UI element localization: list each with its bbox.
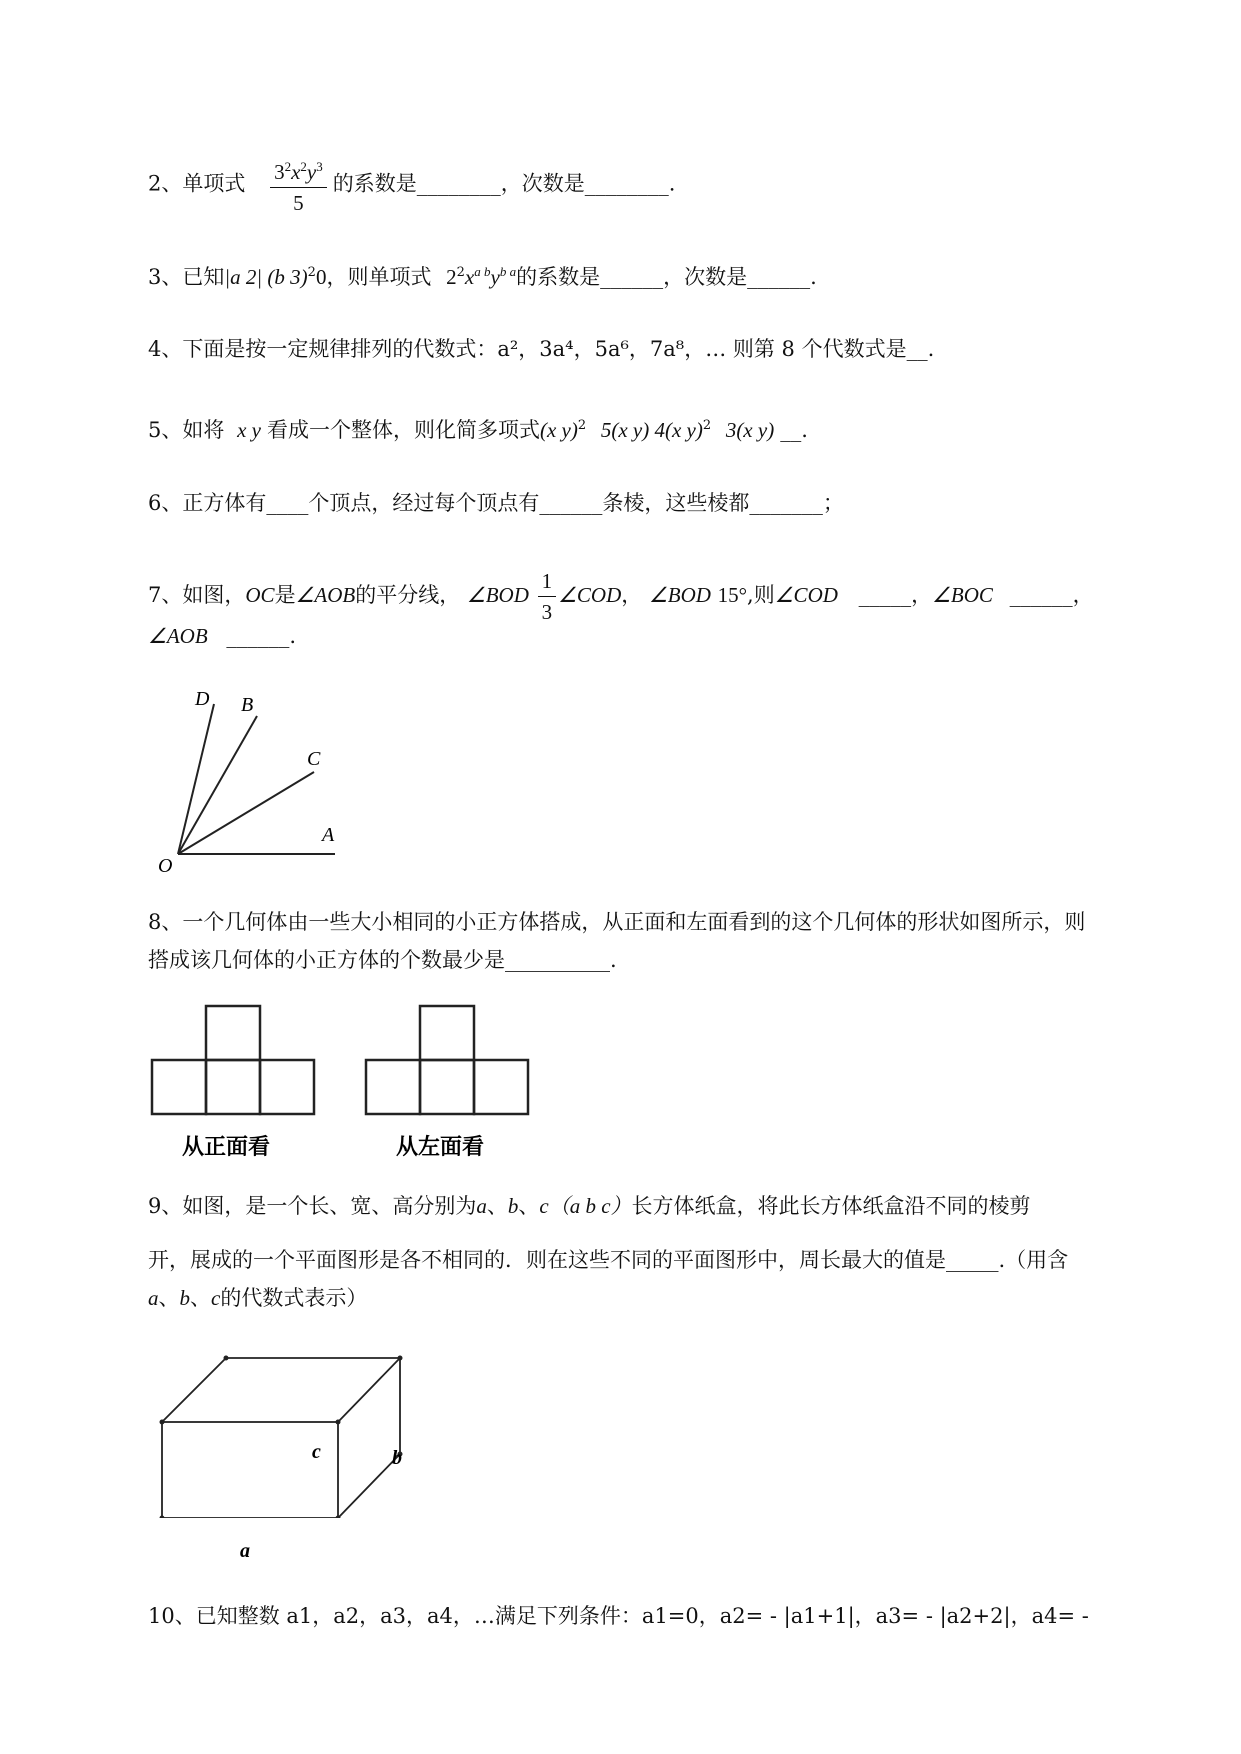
- q5-blank-answer[interactable]: __: [780, 418, 802, 442]
- ray-od: [178, 704, 214, 854]
- q2-end: .: [668, 171, 676, 196]
- q2-numerator: $3^2x^2y^3$: [270, 152, 327, 188]
- question-4: 4、下面是按一定规律排列的代数式：a²，3a⁴，5a⁶，7a⁸，… 则第 8 个代数式是__.: [148, 337, 935, 361]
- q7-blank-aob[interactable]: ______: [226, 624, 290, 648]
- q7-comma-2: ，: [911, 583, 933, 607]
- label-c: C: [307, 748, 321, 770]
- label-a: a: [240, 1540, 250, 1562]
- q5-exp-b: 2: [577, 418, 587, 433]
- question-7: [148, 566, 1094, 627]
- q9-var-a: a: [476, 1194, 487, 1218]
- q5-text-a: 如将: [182, 418, 225, 442]
- q3-condition: |a 2| (b 3): [224, 265, 308, 289]
- q3-mono-coeff-exp: 2: [456, 265, 465, 280]
- q5-exp-c: 2: [702, 418, 712, 433]
- label-o: O: [158, 855, 173, 877]
- left-view: [366, 1006, 528, 1114]
- front-view-label: 从正面看: [182, 1135, 271, 1160]
- q9-cuboid-figure: [150, 1338, 430, 1518]
- q2-text-b: ，次数是: [500, 171, 585, 196]
- q2-blank-coefficient[interactable]: ________: [416, 171, 501, 196]
- q9-number: 9、: [148, 1194, 183, 1218]
- q9-line1-a: 如图，是一个长、宽、高分别为: [182, 1194, 477, 1218]
- q9-label-a: [232, 1535, 272, 1565]
- q3-text-b: ，则单项式: [326, 265, 432, 289]
- question-6: 6、正方体有____个顶点，经过每个顶点有______条棱，这些棱都_______；: [148, 491, 844, 515]
- cuboid-front-face: [162, 1422, 338, 1518]
- q3-equals: 0: [315, 265, 327, 289]
- q7-text-b: 是: [274, 583, 296, 607]
- q9-line3-b: b: [179, 1286, 190, 1310]
- q7-aob-2: ∠AOB: [148, 624, 208, 648]
- q5-text-b: 看成一个整体，则化简多项式: [266, 418, 540, 442]
- cuboid-top-face: [162, 1358, 400, 1422]
- question-8-line-1: 8、一个几何体由一些大小相同的小正方体搭成，从正面和左面看到的这个几何体的形状如图所示，则: [148, 910, 1086, 934]
- q3-blank-degree[interactable]: ______: [747, 265, 811, 289]
- question-9-line-1: [148, 1191, 1031, 1221]
- label-b: B: [241, 694, 254, 716]
- q9-line3-rest: 的代数式表示）: [220, 1286, 368, 1310]
- q3-text-a: 已知: [182, 265, 225, 289]
- cuboid-side-face: [338, 1358, 400, 1518]
- q7-blank-boc[interactable]: ______: [1009, 583, 1073, 607]
- q9-paren: （a b c）: [548, 1194, 632, 1218]
- question-8-line-2: 搭成该几何体的小正方体的个数最少是__________.: [148, 948, 617, 972]
- label-b: b: [392, 1447, 402, 1469]
- q7-aob: ∠AOB: [295, 583, 356, 607]
- q7-fraction: $\frac{1}{3}$: [538, 566, 557, 627]
- q7-bod-2: ∠BOD: [648, 583, 711, 607]
- label-d: D: [195, 688, 210, 710]
- q5-expr-c: 5(x y) 4(x y): [600, 418, 703, 442]
- q3-var-y: y: [490, 265, 500, 289]
- q7-cod-2: ∠COD: [774, 583, 838, 607]
- q5-end: .: [801, 418, 808, 442]
- q9-sep-1: 、: [486, 1194, 508, 1218]
- q9-var-b: b: [507, 1194, 519, 1218]
- label-a: A: [322, 824, 335, 846]
- q7-comma-1: ，: [621, 583, 643, 607]
- q3-number: 3、: [148, 265, 183, 289]
- q3-blank-coefficient[interactable]: ______: [600, 265, 664, 289]
- q7-comma-3: ，: [1072, 583, 1094, 607]
- ray-ob: [178, 716, 257, 854]
- q9-line3-a: a: [148, 1286, 159, 1310]
- q5-expr-a: x y: [237, 418, 261, 442]
- question-7-line-2: [148, 621, 296, 651]
- q3-exp-y: b a: [499, 264, 517, 279]
- q7-text-c: 的平分线，: [355, 583, 461, 607]
- q3-text-c: 的系数是: [516, 265, 601, 289]
- ray-oc: [178, 772, 314, 854]
- front-view: [152, 1006, 314, 1114]
- q7-blank-cod[interactable]: _____: [858, 583, 912, 607]
- q7-boc: ∠BOC: [932, 583, 993, 607]
- q3-cond-exp: 2: [307, 265, 316, 280]
- q3-text-d: ，次数是: [663, 265, 748, 289]
- q9-sep-2: 、: [518, 1194, 540, 1218]
- q7-number: 7、: [148, 583, 183, 607]
- q7-bod-2-value: 15°: [717, 583, 748, 607]
- label-c: c: [312, 1441, 321, 1463]
- q9-line3-c: c: [211, 1286, 221, 1310]
- q9-line1-b: 长方体纸盒，将此长方体纸盒沿不同的棱剪: [631, 1194, 1031, 1218]
- q7-cod-1: ∠COD: [558, 583, 622, 607]
- q5-number: 5、: [148, 418, 183, 442]
- q9-line3-sep-1: 、: [158, 1286, 180, 1310]
- question-9-line-2: 开，展成的一个平面图形是各不相同的．则在这些不同的平面图形中，周长最大的值是_____.（用含: [148, 1248, 1069, 1272]
- q3-var-x: x: [464, 265, 475, 289]
- q3-mono-coeff: 2: [446, 265, 457, 289]
- q2-prefix: 单项式: [182, 171, 246, 196]
- q3-exp-x: a b: [474, 264, 491, 279]
- question-3: [148, 257, 817, 292]
- q7-text-d: ,则: [747, 583, 775, 607]
- q7-angle-figure: [150, 688, 350, 878]
- question-10: 10、已知整数 a1，a2，a3，a4，…满足下列条件：a1=0，a2= - |a1+1|，a3= - |a2+2|，a4= -: [148, 1604, 1089, 1628]
- q2-fraction: [270, 152, 327, 218]
- q9-var-c: c: [539, 1194, 549, 1218]
- q2-blank-degree[interactable]: ________: [584, 171, 669, 196]
- q2-number: 2、: [148, 171, 183, 196]
- question-5: [148, 411, 808, 445]
- q2-denominator: 5: [293, 191, 304, 215]
- q7-oc: OC: [245, 583, 275, 607]
- q7-end: .: [289, 624, 297, 648]
- question-2: [148, 152, 675, 218]
- q9-line3-sep-2: 、: [190, 1286, 211, 1310]
- q5-expr-b: (x y): [539, 418, 578, 442]
- q7-bod-1: ∠BOD: [466, 583, 529, 607]
- q5-expr-d: 3(x y): [725, 418, 775, 442]
- question-9-line-3: [148, 1283, 367, 1313]
- q7-text-a: 如图，: [182, 583, 246, 607]
- q8-views-figure: [148, 1002, 568, 1172]
- q2-text-a: 的系数是: [332, 171, 417, 196]
- q3-end: .: [810, 265, 817, 289]
- left-view-label: 从左面看: [396, 1135, 485, 1160]
